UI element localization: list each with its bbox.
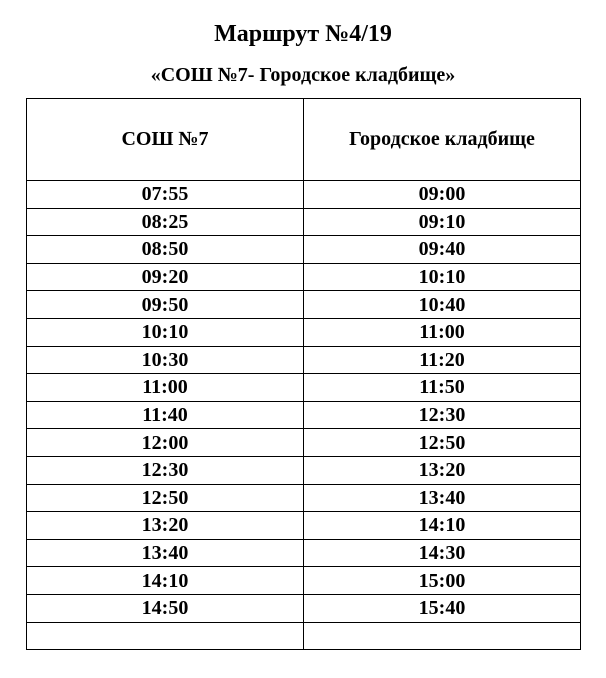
departure-time-cell: 14:10 (27, 567, 304, 595)
column-header-arrival: Городское кладбище (304, 99, 581, 181)
table-row (27, 567, 581, 595)
table-row (27, 539, 581, 567)
arrival-time-cell: 12:30 (304, 401, 581, 429)
table-row (27, 622, 581, 650)
table-row (27, 484, 581, 512)
departure-time-cell (27, 622, 304, 650)
arrival-time-cell (304, 622, 581, 650)
table-row (27, 291, 581, 319)
arrival-time-cell: 15:40 (304, 594, 581, 622)
departure-time-cell: 08:50 (27, 236, 304, 264)
arrival-time-cell: 10:10 (304, 263, 581, 291)
arrival-time-cell: 11:50 (304, 374, 581, 402)
table-row (27, 594, 581, 622)
arrival-time-cell: 14:10 (304, 512, 581, 540)
arrival-time-cell: 09:10 (304, 208, 581, 236)
departure-time-cell: 10:10 (27, 318, 304, 346)
departure-time-cell: 07:55 (27, 181, 304, 209)
arrival-time-cell: 13:20 (304, 456, 581, 484)
departure-time-cell: 11:40 (27, 401, 304, 429)
table-row (27, 346, 581, 374)
arrival-time-cell: 12:50 (304, 429, 581, 457)
arrival-time-cell: 13:40 (304, 484, 581, 512)
arrival-time-cell: 09:00 (304, 181, 581, 209)
route-subtitle: «СОШ №7- Городское кладбище» (150, 64, 456, 86)
schedule-table (26, 98, 581, 650)
table-row (27, 429, 581, 457)
arrival-time-cell: 11:00 (304, 318, 581, 346)
departure-time-cell: 14:50 (27, 594, 304, 622)
arrival-time-cell: 14:30 (304, 539, 581, 567)
departure-time-cell: 08:25 (27, 208, 304, 236)
table-row (27, 236, 581, 264)
schedule-body (27, 181, 581, 650)
departure-time-cell: 11:00 (27, 374, 304, 402)
table-row (27, 318, 581, 346)
page-title: Маршрут №4/19 (214, 21, 392, 47)
departure-time-cell: 12:00 (27, 429, 304, 457)
table-header-row (27, 99, 581, 181)
table-row (27, 263, 581, 291)
departure-time-cell: 09:20 (27, 263, 304, 291)
departure-time-cell: 10:30 (27, 346, 304, 374)
table-row (27, 374, 581, 402)
table-row (27, 401, 581, 429)
arrival-time-cell: 15:00 (304, 567, 581, 595)
departure-time-cell: 09:50 (27, 291, 304, 319)
arrival-time-cell: 09:40 (304, 236, 581, 264)
departure-time-cell: 13:20 (27, 512, 304, 540)
arrival-time-cell: 10:40 (304, 291, 581, 319)
departure-time-cell: 12:30 (27, 456, 304, 484)
table-row (27, 512, 581, 540)
table-row (27, 208, 581, 236)
table-row (27, 181, 581, 209)
departure-time-cell: 13:40 (27, 539, 304, 567)
column-header-departure: СОШ №7 (27, 99, 304, 181)
arrival-time-cell: 11:20 (304, 346, 581, 374)
table-row (27, 456, 581, 484)
departure-time-cell: 12:50 (27, 484, 304, 512)
